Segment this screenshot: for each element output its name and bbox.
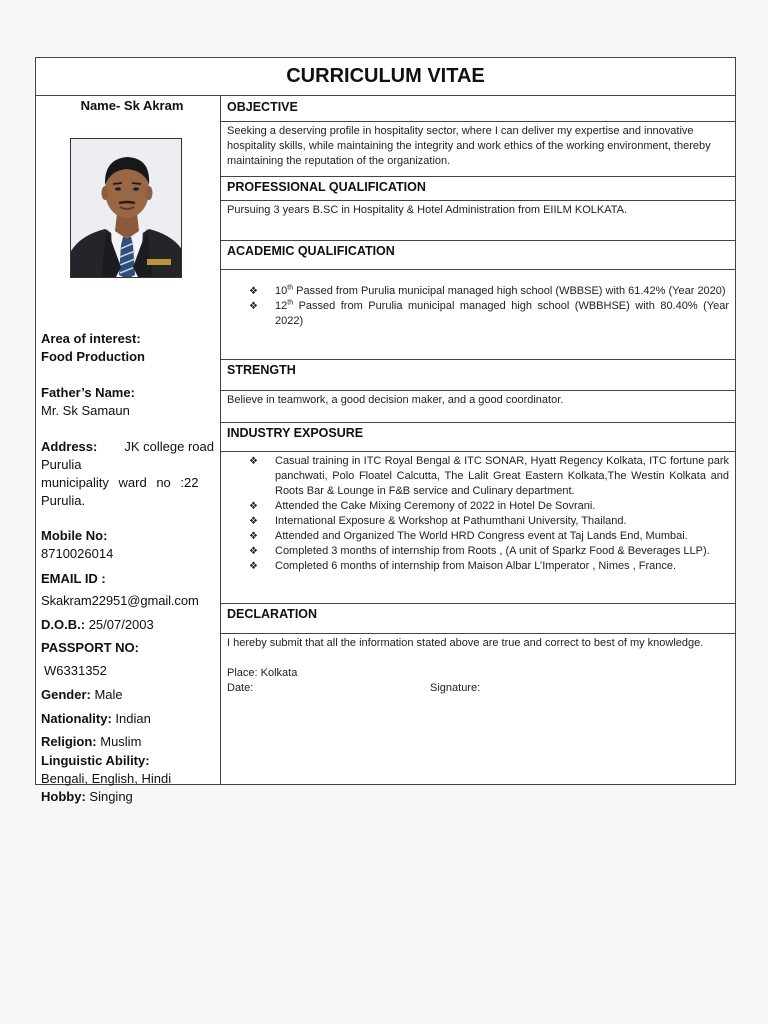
professional-heading: PROFESSIONAL QUALIFICATION	[221, 176, 735, 200]
industry-item: ❖ Attended and Organized The World HRD Congress event at Taj Lands End, Mumbai.	[249, 529, 729, 544]
strength-heading: STRENGTH	[221, 359, 735, 390]
address-line-2: Purulia	[41, 457, 82, 472]
hobby-label: Hobby:	[41, 789, 86, 804]
objective-heading: OBJECTIVE	[227, 100, 298, 114]
gender-label: Gender:	[41, 687, 91, 702]
nationality-label: Nationality:	[41, 711, 112, 726]
place-line: Place: Kolkata	[227, 667, 298, 679]
professional-text	[221, 200, 735, 240]
mobile	[41, 527, 214, 563]
profile-photo	[70, 138, 182, 278]
cv-page	[35, 57, 736, 804]
email	[41, 570, 214, 610]
date-label: Date:	[227, 682, 254, 694]
declaration-heading: DECLARATION	[221, 603, 735, 633]
religion-label: Religion:	[41, 734, 97, 749]
industry-item: ❖ Casual training in ITC Royal Bengal & ITC SONAR, Hyatt Regency Kolkata, ITC fortune park panchwati, Polo Floatel Calcutta, The Lalit Great Eastern Kolkata,The Westin Kolkata and Roots Bar & Lounge in F&B service and Culinary department.	[249, 454, 729, 499]
left-column	[36, 96, 221, 804]
nationality	[41, 710, 214, 728]
mobile-value: 8710026014	[41, 546, 114, 561]
industry-heading: INDUSTRY EXPOSURE	[221, 422, 735, 451]
email-label: EMAIL ID :	[41, 571, 106, 586]
area-of-interest	[41, 330, 214, 366]
right-column	[221, 96, 735, 784]
academic-list	[221, 269, 735, 359]
father-name	[41, 384, 214, 420]
address	[41, 438, 214, 510]
dob	[41, 616, 214, 634]
address-line-1: JK college road	[124, 439, 214, 454]
industry-item: ❖ Completed 3 months of internship from Roots , (A unit of Sparkz Food & Beverages LLP).	[249, 544, 729, 559]
industry-item: ❖ Attended the Cake Mixing Ceremony of 2022 in Hotel De Sovrani.	[249, 499, 729, 514]
father-value: Mr. Sk Samaun	[41, 403, 130, 418]
academic-item: ❖ 10th Passed from Purulia municipal managed high school (WBBSE) with 61.42% (Year 2020)	[249, 284, 729, 299]
objective-text	[221, 121, 735, 176]
dob-value: 25/07/2003	[88, 617, 154, 632]
strength-paragraph: Believe in teamwork, a good decision maker, and a good coordinator.	[227, 394, 564, 406]
signature-label: Signature:	[430, 682, 481, 694]
linguistic-ability	[41, 752, 214, 788]
candidate-name: Name- Sk Akram	[80, 98, 184, 113]
hobby-value: Singing	[89, 789, 133, 804]
linguistic-label: Linguistic Ability:	[41, 753, 150, 768]
linguistic-value: Bengali, English, Hindi	[41, 771, 172, 786]
gender	[41, 686, 214, 704]
religion-value: Muslim	[100, 734, 142, 749]
passport-label: PASSPORT NO:	[41, 640, 139, 655]
hobby	[41, 788, 214, 806]
passport-value: W6331352	[44, 663, 107, 678]
address-label: Address:	[41, 439, 98, 454]
objective-paragraph: Seeking a deserving profile in hospitality sector, where I can deliver my expertise and innovative hospitality skills, while maintaining the integrity and work ethics of the working environment, thereby maintaining the reputation of the organization.	[227, 125, 711, 167]
address-line-3: municipality ward no :22	[41, 475, 199, 490]
professional-paragraph: Pursuing 3 years B.SC in Hospitality & Hotel Administration from EIILM KOLKATA.	[227, 204, 628, 216]
gender-value: Male	[94, 687, 123, 702]
email-value: Skakram22951@gmail.com	[41, 593, 199, 608]
father-label: Father’s Name:	[41, 385, 135, 400]
academic-heading: ACADEMIC QUALIFICATION	[221, 240, 735, 269]
cv-title: CURRICULUM VITAE	[36, 58, 735, 96]
industry-item: ❖ International Exposure & Workshop at Pathumthani University, Thailand.	[249, 514, 729, 529]
dob-label: D.O.B.:	[41, 617, 86, 632]
nationality-value: Indian	[115, 711, 151, 726]
mobile-label: Mobile No:	[41, 528, 108, 543]
passport	[41, 639, 214, 680]
area-value: Food Production	[41, 349, 145, 364]
strength-text	[221, 390, 735, 422]
religion	[41, 733, 214, 751]
declaration-paragraph: I hereby submit that all the information stated above are true and correct to best of my knowledge.	[227, 637, 704, 649]
declaration-body	[221, 633, 735, 784]
industry-item: ❖ Completed 6 months of internship from Maison Albar L’Imperator , Nimes , France.	[249, 559, 729, 574]
address-line-4: Purulia.	[41, 493, 86, 508]
industry-list	[221, 451, 735, 603]
academic-item: ❖ 12th Passed from Purulia municipal managed high school (WBBHSE) with 80.40% (Year 2022)	[249, 299, 729, 329]
area-label: Area of interest:	[41, 331, 141, 346]
